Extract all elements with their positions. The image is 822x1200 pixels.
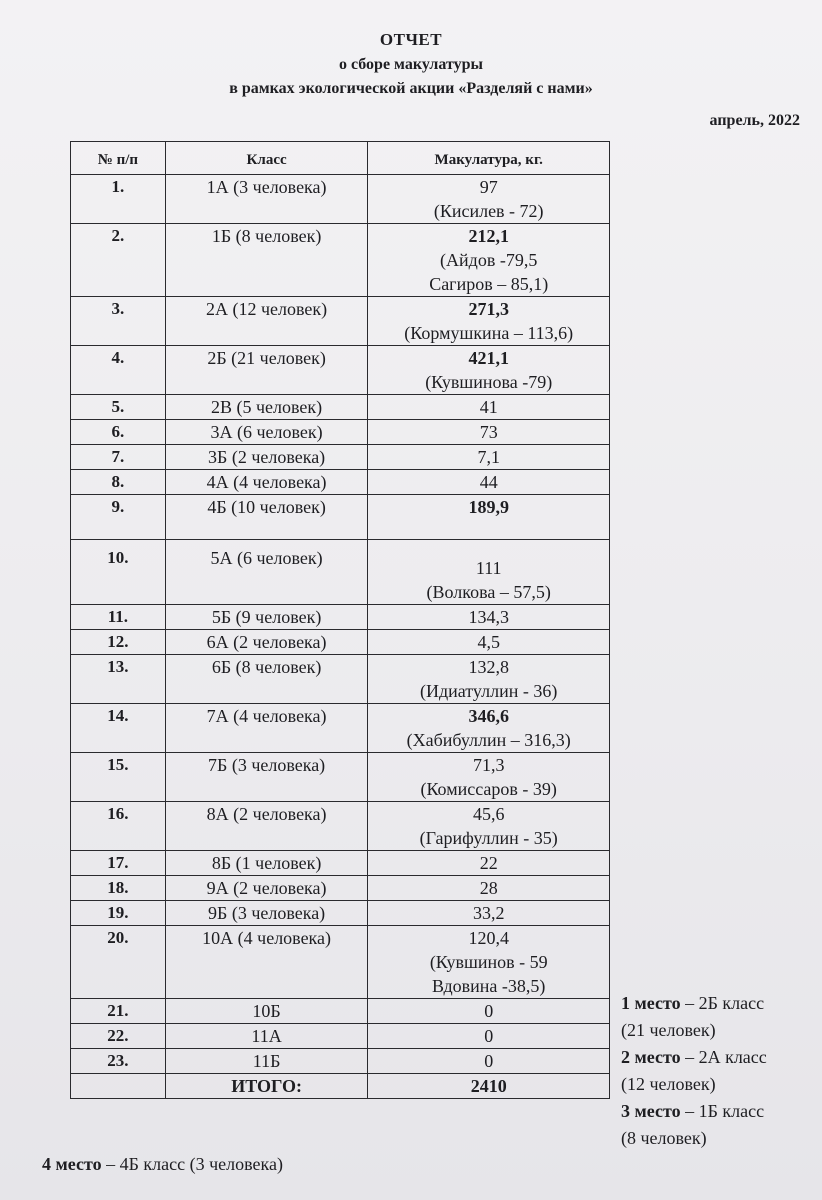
contributor-note: Вдовина -38,5) (431, 976, 546, 996)
row-number: 16. (71, 802, 166, 851)
amount-value: 271,3 (468, 299, 509, 319)
amount-value: 189,9 (468, 497, 509, 517)
row-class: 11Б (165, 1049, 368, 1074)
place-3-label: 3 место (621, 1101, 681, 1121)
row-number: 19. (71, 901, 166, 926)
report-date: апрель, 2022 (709, 112, 800, 129)
table-row (71, 605, 610, 630)
row-class: 5Б (9 человек) (165, 605, 368, 630)
row-class: 6Б (8 человек) (165, 655, 368, 704)
row-amount (368, 999, 610, 1024)
column-header-paper: Макулатура, кг. (368, 142, 610, 175)
row-number: 1. (71, 175, 166, 224)
table-row (71, 901, 610, 926)
row-amount (368, 470, 610, 495)
row-amount (368, 445, 610, 470)
place-3 (621, 1098, 767, 1125)
row-number: 11. (71, 605, 166, 630)
contributor-note: (Идиатуллин - 36) (420, 681, 558, 701)
row-class: 9А (2 человека) (165, 876, 368, 901)
column-header-number: № п/п (71, 142, 166, 175)
table-row (71, 346, 610, 395)
row-amount (368, 605, 610, 630)
amount-value: 7,1 (477, 447, 500, 467)
row-amount (368, 395, 610, 420)
row-class: 7А (4 человека) (165, 704, 368, 753)
row-number: 9. (71, 495, 166, 540)
row-number: 14. (71, 704, 166, 753)
row-number: 2. (71, 224, 166, 297)
table-row (71, 655, 610, 704)
row-number: 3. (71, 297, 166, 346)
row-class: 4А (4 человека) (165, 470, 368, 495)
row-class: 10А (4 человека) (165, 926, 368, 999)
row-amount (368, 901, 610, 926)
table-row (71, 495, 610, 540)
place-2 (621, 1044, 767, 1071)
amount-value: 0 (484, 1051, 494, 1071)
row-number: 5. (71, 395, 166, 420)
row-class: 2В (5 человек) (165, 395, 368, 420)
report-campaign: в рамках экологической акции «Разделяй с нами» (229, 80, 593, 97)
place-4-class: – 4Б класс (3 человека) (101, 1154, 283, 1174)
row-amount (368, 1049, 610, 1074)
contributor-note: (Кормушкина – 113,6) (404, 323, 574, 343)
place-1 (621, 990, 767, 1017)
contributor-note: (Хабибуллин – 316,3) (406, 730, 571, 750)
row-amount (368, 540, 610, 605)
report-subtitle: о сборе макулатуры (338, 56, 484, 73)
row-class: 5А (6 человек) (165, 540, 368, 605)
places-summary (621, 990, 767, 1152)
amount-value: 212,1 (468, 226, 509, 246)
row-number: 13. (71, 655, 166, 704)
row-number: 4. (71, 346, 166, 395)
amount-value: 0 (484, 1001, 494, 1021)
table-row (71, 926, 610, 999)
row-number: 7. (71, 445, 166, 470)
row-amount (368, 753, 610, 802)
table-row (71, 999, 610, 1024)
row-class: 2А (12 человек) (165, 297, 368, 346)
place-4 (42, 1154, 283, 1175)
table-header-row (71, 142, 610, 175)
amount-value: 28 (479, 878, 498, 898)
contributor-note: (Волкова – 57,5) (426, 582, 551, 602)
place-1-class: – 2Б класс (680, 993, 765, 1013)
row-number: 23. (71, 1049, 166, 1074)
row-number: 15. (71, 753, 166, 802)
column-header-class: Класс (165, 142, 368, 175)
amount-value: 0 (484, 1026, 494, 1046)
row-amount (368, 1024, 610, 1049)
row-amount (368, 704, 610, 753)
row-class: 1Б (8 человек) (165, 224, 368, 297)
row-class: 1А (3 человека) (165, 175, 368, 224)
place-3-count: (8 человек) (621, 1128, 707, 1148)
amount-value: 44 (479, 472, 498, 492)
row-class: 8Б (1 человек) (165, 851, 368, 876)
row-number: 6. (71, 420, 166, 445)
amount-value: 346,6 (468, 706, 509, 726)
row-class: 9Б (3 человека) (165, 901, 368, 926)
row-amount (368, 420, 610, 445)
amount-value: 134,3 (468, 607, 509, 627)
amount-value: 4,5 (477, 632, 500, 652)
row-amount (368, 297, 610, 346)
row-class: 7Б (3 человека) (165, 753, 368, 802)
report-title: ОТЧЕТ (379, 30, 443, 49)
contributor-note: (Кувшинов - 59 (429, 952, 548, 972)
amount-value: 41 (479, 397, 498, 417)
amount-value: 45,6 (472, 804, 505, 824)
total-label: ИТОГО: (165, 1074, 368, 1099)
total-value: 2410 (368, 1074, 610, 1099)
table-row (71, 851, 610, 876)
table-row (71, 540, 610, 605)
table-row (71, 445, 610, 470)
amount-value: 421,1 (468, 348, 509, 368)
table-row (71, 1049, 610, 1074)
amount-value: 71,3 (472, 755, 505, 775)
table-row (71, 1024, 610, 1049)
table-row (71, 420, 610, 445)
table-row (71, 470, 610, 495)
table-row (71, 297, 610, 346)
row-amount (368, 851, 610, 876)
table-row (71, 802, 610, 851)
row-class: 3Б (2 человека) (165, 445, 368, 470)
report-table (70, 141, 610, 1099)
amount-value: 111 (475, 558, 502, 578)
row-number: 12. (71, 630, 166, 655)
amount-value: 22 (479, 853, 498, 873)
amount-value: 73 (479, 422, 498, 442)
table-row (71, 630, 610, 655)
place-3-class: – 1Б класс (680, 1101, 765, 1121)
row-class: 3А (6 человек) (165, 420, 368, 445)
place-2-class: – 2А класс (680, 1047, 767, 1067)
amount-value: 97 (479, 177, 498, 197)
row-number: 10. (71, 540, 166, 605)
row-class: 8А (2 человека) (165, 802, 368, 851)
place-4-label: 4 место (42, 1154, 102, 1174)
contributor-note: (Кувшинова -79) (425, 372, 553, 392)
contributor-note: (Кисилев - 72) (433, 201, 544, 221)
table-row (71, 876, 610, 901)
row-class: 6А (2 человека) (165, 630, 368, 655)
row-amount (368, 346, 610, 395)
table-row (71, 175, 610, 224)
row-amount (368, 630, 610, 655)
table-body (71, 175, 610, 1074)
row-number: 17. (71, 851, 166, 876)
contributor-note: (Айдов -79,5 (440, 250, 538, 270)
place-2-count: (12 человек) (621, 1074, 716, 1094)
contributor-note: (Комиссаров - 39) (420, 779, 557, 799)
row-number: 8. (71, 470, 166, 495)
row-number: 20. (71, 926, 166, 999)
row-amount (368, 655, 610, 704)
table-row (71, 224, 610, 297)
row-class: 10Б (165, 999, 368, 1024)
contributor-note: Сагиров – 85,1) (429, 274, 549, 294)
row-amount (368, 175, 610, 224)
row-amount (368, 495, 610, 540)
amount-value: 120,4 (468, 928, 509, 948)
row-number: 18. (71, 876, 166, 901)
row-amount (368, 926, 610, 999)
table-row (71, 753, 610, 802)
row-amount (368, 876, 610, 901)
row-class: 2Б (21 человек) (165, 346, 368, 395)
table-row (71, 704, 610, 753)
row-number: 21. (71, 999, 166, 1024)
row-amount (368, 802, 610, 851)
row-class: 4Б (10 человек) (165, 495, 368, 540)
contributor-note: (Гарифуллин - 35) (419, 828, 558, 848)
place-1-label: 1 место (621, 993, 681, 1013)
row-class: 11А (165, 1024, 368, 1049)
table-row (71, 395, 610, 420)
total-row (71, 1074, 610, 1099)
amount-value: 33,2 (472, 903, 505, 923)
amount-value: 132,8 (468, 657, 509, 677)
place-2-label: 2 место (621, 1047, 681, 1067)
place-1-count: (21 человек) (621, 1020, 716, 1040)
row-number: 22. (71, 1024, 166, 1049)
row-amount (368, 224, 610, 297)
